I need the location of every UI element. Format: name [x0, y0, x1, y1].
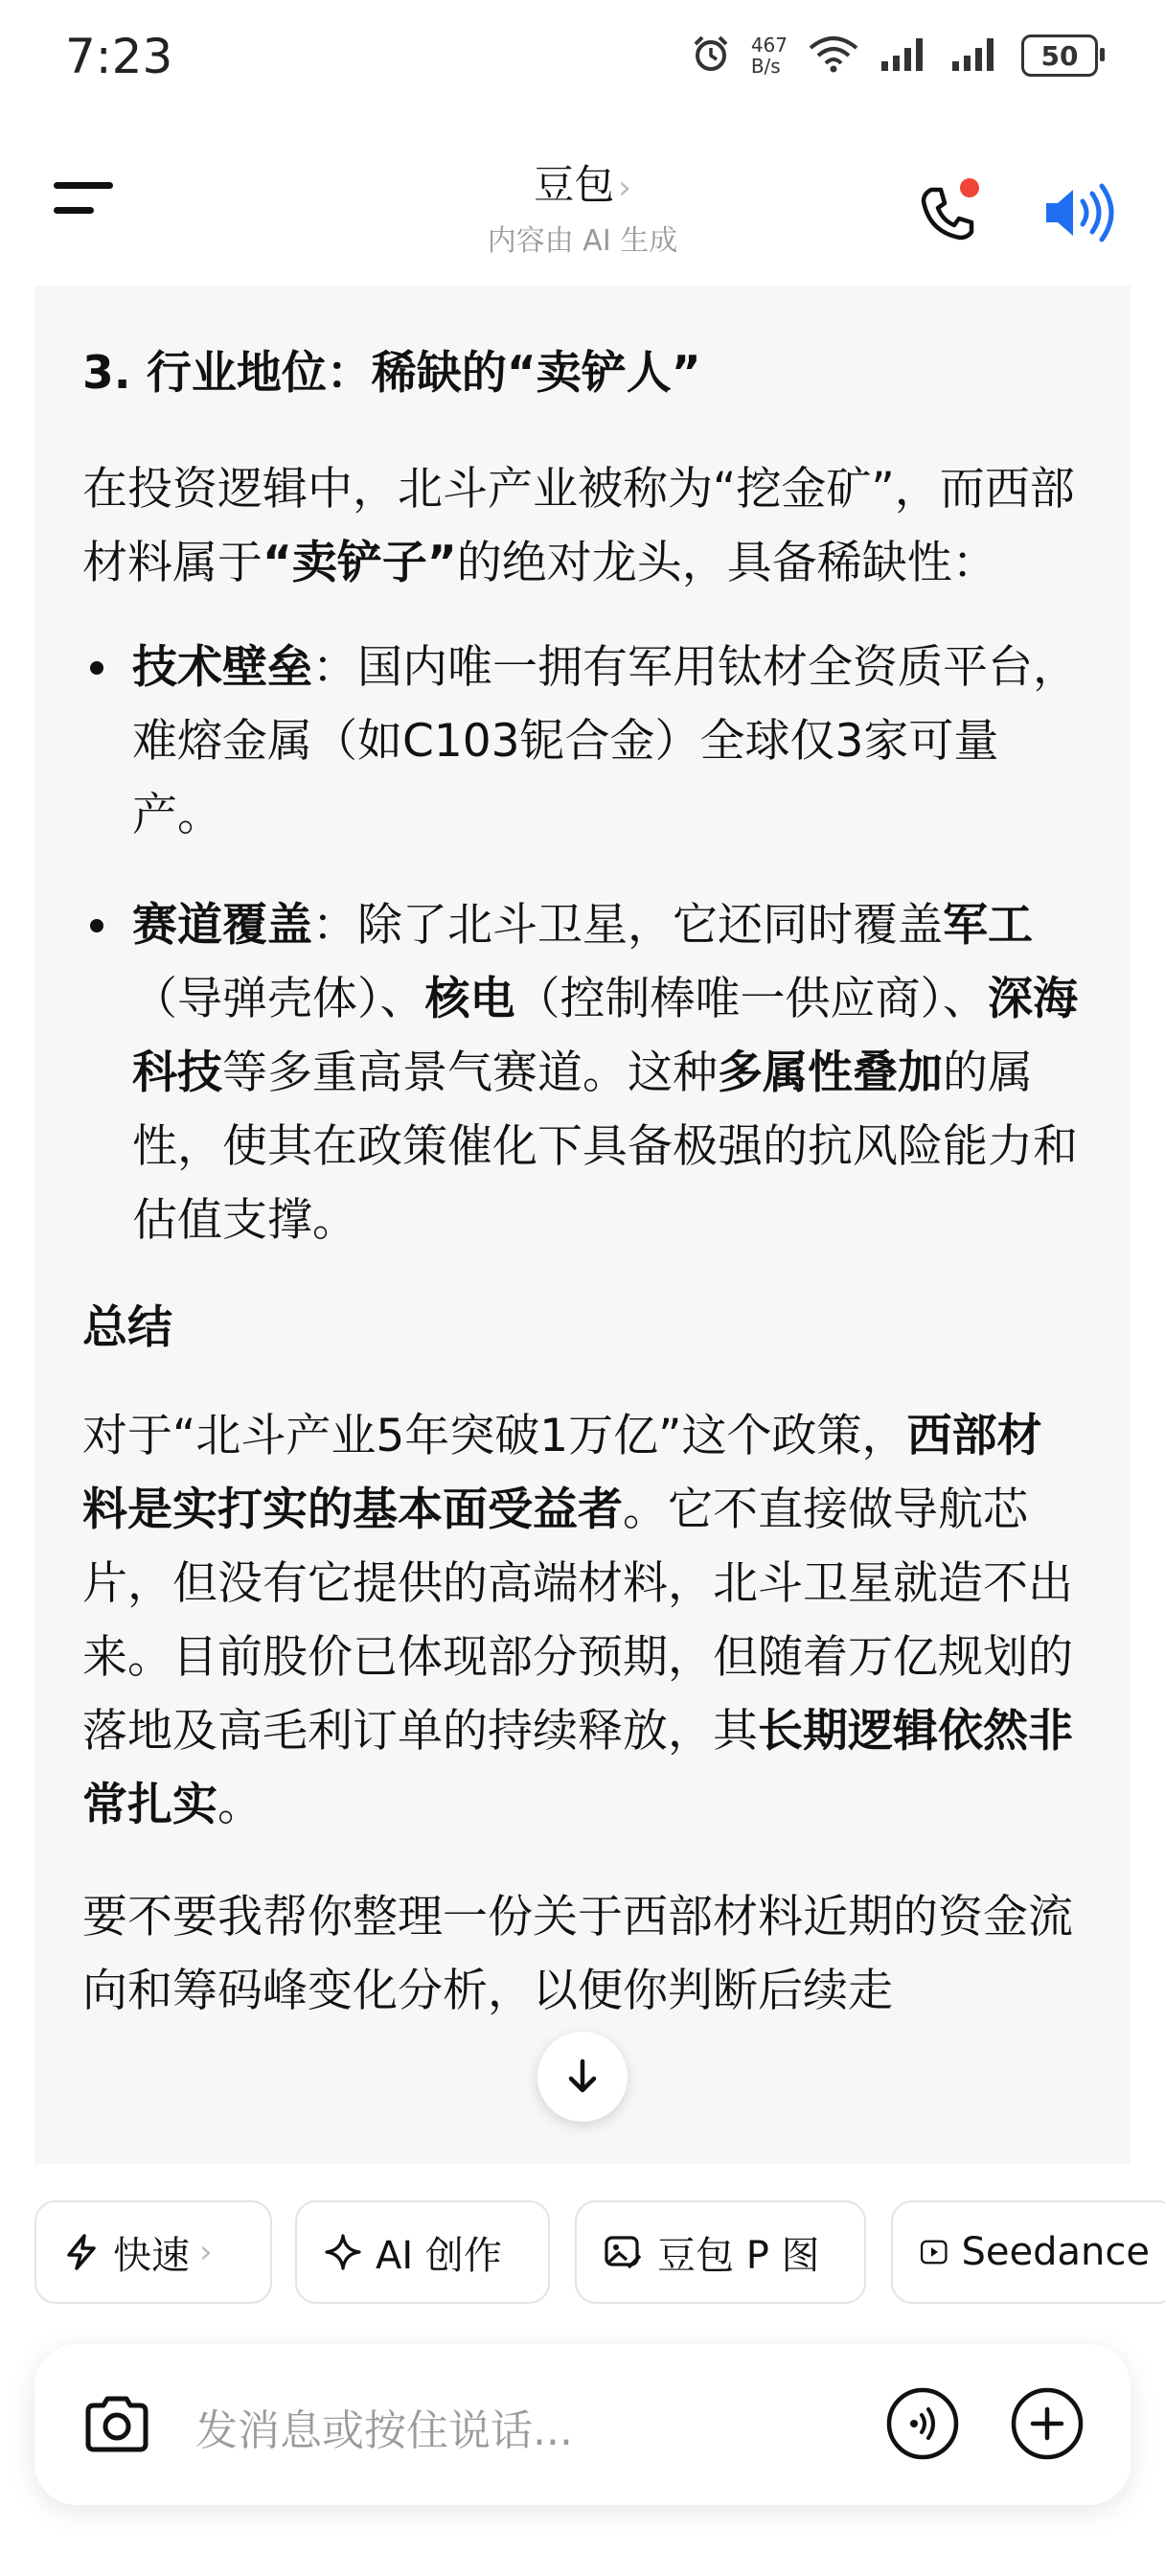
message-input-bar: [34, 2344, 1131, 2505]
bullet-text: 的属性，使其在政策催化下具备极强的抗风险能力和估值支撑。: [132, 1046, 1078, 1247]
chat-header: [0, 134, 1165, 278]
bullet-text: ：国内唯一拥有军用钛材全资质平台，难熔金属（如C103铌合金）全球仅3家可量产。: [132, 641, 1078, 841]
bullet-bold: 军工: [943, 899, 1033, 952]
arrow-down-icon: [561, 2056, 604, 2098]
chip-label: 豆包 P 图: [657, 2233, 820, 2278]
ai-generated-notice: 内容由 AI 生成: [487, 224, 678, 258]
intro-text-1: 在投资逻辑中，北斗产业被称为“挖金矿”，而西部材料属于: [82, 463, 1075, 589]
followup-question: 要不要我帮你整理一份关于西部材料近期的资金流向和筹码峰变化分析，以便你判断后续走: [82, 1891, 1073, 2017]
summary-bold: 长期逻辑依然非常扎实: [82, 1705, 1073, 1831]
intro-text-2: 的绝对龙头，具备稀缺性：: [456, 537, 997, 589]
chip-ai-create[interactable]: [295, 2200, 550, 2304]
bullet-text: 等多重高景气赛道。这种: [222, 1046, 718, 1099]
bullet-bold: 多属性叠加: [718, 1046, 943, 1099]
bullet-bold: 核电: [424, 973, 515, 1025]
alarm-icon: [690, 33, 732, 79]
net-speed: [751, 34, 788, 77]
call-button[interactable]: [910, 174, 987, 251]
voice-call-button[interactable]: [885, 2386, 960, 2461]
status-icons: [690, 33, 1098, 79]
signal-icon-2: [950, 34, 1002, 77]
summary-text: 。: [217, 1779, 263, 1831]
image-edit-icon: [604, 2233, 644, 2271]
chip-seedance[interactable]: [891, 2200, 1165, 2304]
speaker-button[interactable]: [1037, 174, 1123, 251]
chip-label: AI 创作: [376, 2233, 502, 2278]
message-content: [34, 286, 1131, 2164]
net-speed-unit: B/s: [750, 55, 781, 78]
summary-bold: 西部材料是实打实的基本面受益者: [82, 1410, 1042, 1536]
chevron-right-icon: ›: [618, 169, 631, 207]
video-icon: [920, 2233, 948, 2271]
sparkle-icon: [324, 2233, 362, 2271]
summary-text: 。它不直接做导航芯片，但没有它提供的高端材料，北斗卫星就造不出来。目前股价已体现部分预期，但随着万亿规划的落地及高毛利订单的持续释放，其: [82, 1484, 1073, 1758]
bullet-title: 技术壁垒: [132, 641, 312, 694]
summary-heading: 总结: [82, 1301, 172, 1354]
status-bar: [0, 0, 1165, 115]
signal-icon: [879, 34, 931, 77]
chip-label: Seedance: [961, 2230, 1150, 2274]
chip-label: 快速: [113, 2233, 190, 2278]
bullet-bold: 深海科技: [132, 973, 1078, 1099]
bullet-title: 赛道覆盖: [132, 899, 312, 952]
bullet-item: [82, 888, 1083, 1257]
notification-dot: [960, 178, 979, 197]
add-attachment-button[interactable]: [1010, 2386, 1085, 2461]
message-input[interactable]: 发消息或按住说话...: [195, 2406, 573, 2455]
chevron-right-icon: ›: [199, 2233, 213, 2271]
chat-title-block[interactable]: [0, 153, 1165, 259]
battery-icon: 50: [1021, 34, 1098, 77]
plus-icon: [1010, 2386, 1085, 2461]
quick-actions: [34, 2200, 1165, 2308]
chip-fast[interactable]: [34, 2200, 272, 2304]
camera-button[interactable]: [79, 2386, 155, 2463]
chip-image-edit[interactable]: [575, 2200, 866, 2304]
phone-icon: [910, 174, 987, 251]
bullet-item: [82, 631, 1083, 852]
camera-icon: [79, 2386, 155, 2463]
voice-wave-icon: [885, 2386, 960, 2461]
intro-bold: “卖铲子”: [263, 537, 457, 589]
speaker-icon: [1037, 174, 1123, 251]
chat-title: 豆包: [534, 161, 615, 208]
intro-paragraph: [82, 452, 1083, 600]
net-speed-value: 467: [750, 34, 788, 57]
scroll-to-bottom-button[interactable]: [537, 2032, 628, 2122]
bullet-text: ：除了北斗卫星，它还同时覆盖: [312, 899, 943, 952]
summary-text: 对于“北斗产业5年突破1万亿”这个政策，: [82, 1410, 907, 1462]
bullet-list: [82, 631, 1083, 1257]
summary-paragraph: [82, 1399, 1083, 1842]
wifi-icon: [807, 34, 860, 77]
bullet-text: （控制棒唯一供应商）、: [514, 973, 988, 1025]
section-heading: 3. 行业地位：稀缺的“卖铲人”: [82, 347, 701, 400]
bullet-text: （导弹壳体）、: [132, 973, 425, 1025]
status-time: 7:23: [65, 29, 173, 84]
lightning-icon: [63, 2233, 100, 2271]
